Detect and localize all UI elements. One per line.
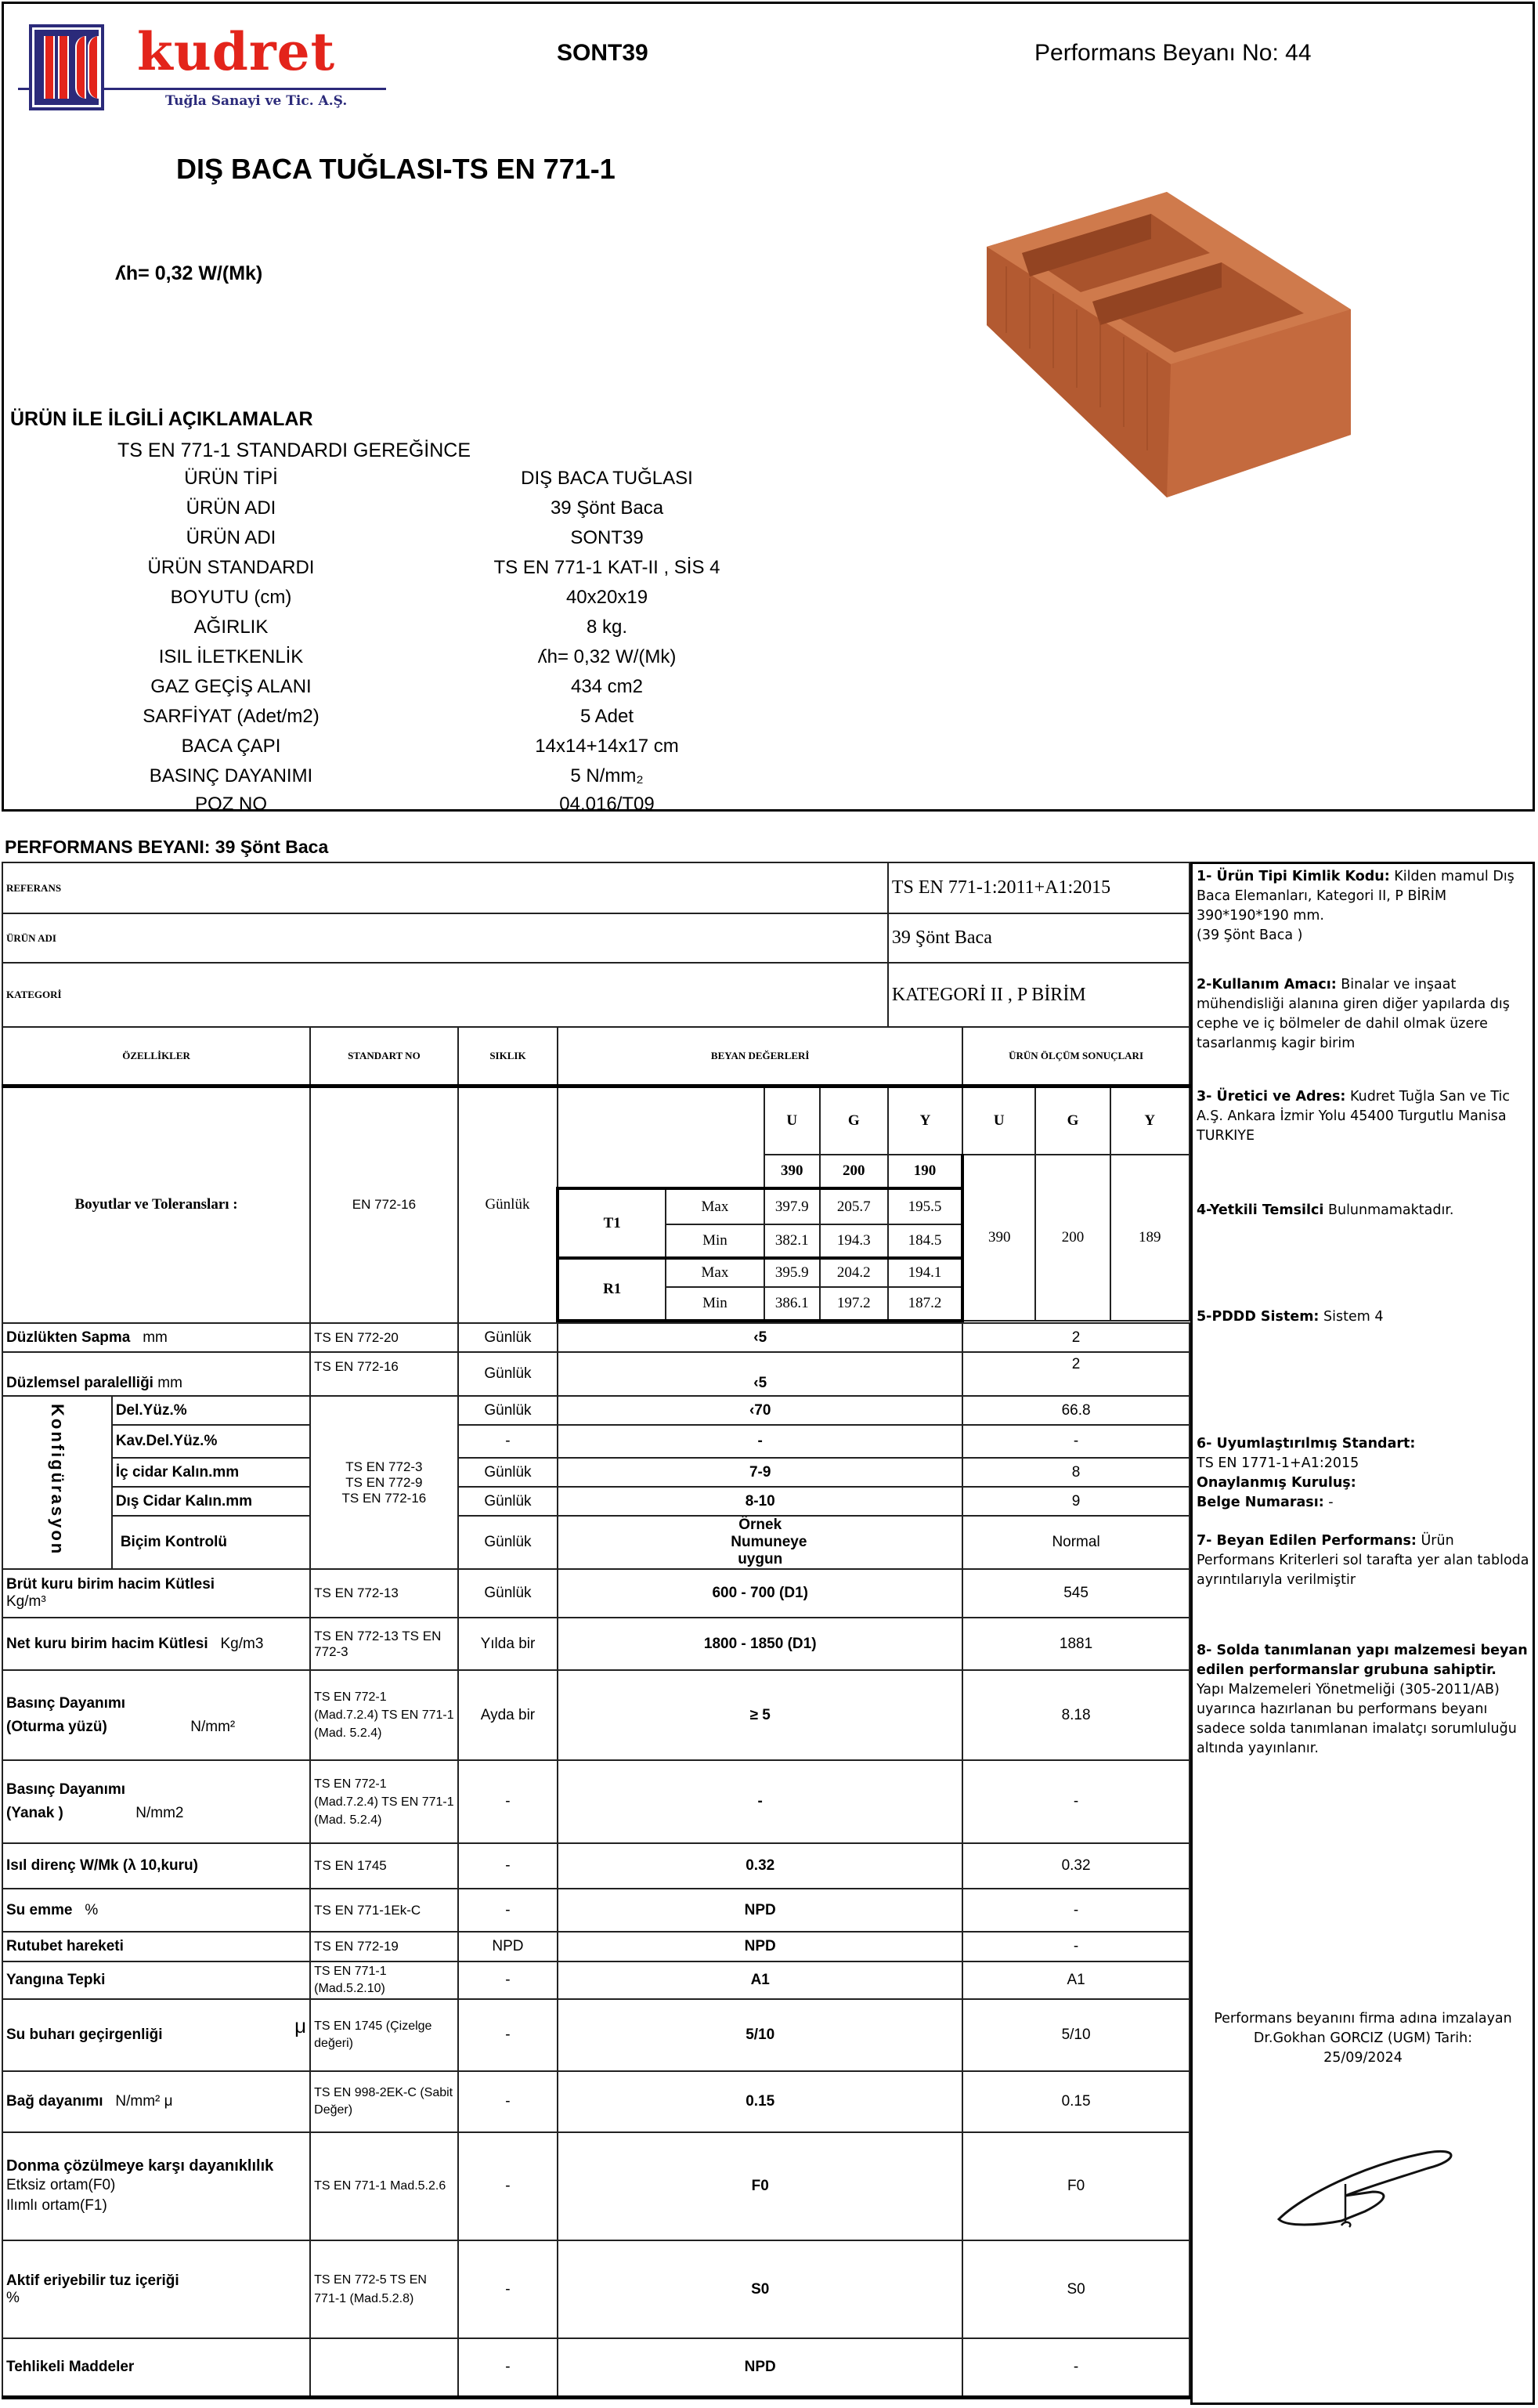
property-measured: 8.18 bbox=[962, 1670, 1190, 1760]
description-value: 8 kg. bbox=[586, 616, 628, 638]
tolerance-value: 386.1 bbox=[764, 1287, 820, 1321]
meta-row bbox=[2, 963, 1190, 1027]
property-label-cell bbox=[2, 1999, 310, 2071]
property-standard: TS EN 772-1 (Mad.7.2.4) TS EN 771-1 (Mad. 5.2.4) bbox=[310, 1760, 457, 1843]
signature-icon bbox=[1271, 2133, 1467, 2243]
property-standard: TS EN 772-19 bbox=[310, 1932, 457, 1961]
property-standard: TS EN 771-1 Mad.5.2.6 bbox=[310, 2132, 457, 2240]
logo-wordmark: kudret bbox=[137, 21, 336, 82]
product-info-frame bbox=[2, 2, 1535, 815]
property-measured: - bbox=[962, 1760, 1190, 1843]
meta-label: ÜRÜN ADI bbox=[2, 913, 888, 963]
property-measured: - bbox=[962, 1932, 1190, 1961]
property-row bbox=[2, 2338, 1190, 2397]
description-key: ISIL İLETKENLİK bbox=[158, 646, 304, 667]
note-6-body: Onaylanmış Kuruluş: bbox=[1197, 1475, 1356, 1491]
property-measured: 0.15 bbox=[962, 2071, 1190, 2132]
axis-label: Y bbox=[888, 1086, 962, 1155]
property-standard: TS EN 998-2EK-C (Sabit Değer) bbox=[310, 2071, 457, 2132]
config-label: İç cidar Kalın.mm bbox=[112, 1458, 310, 1487]
note-1-extra: (39 Şönt Baca ) bbox=[1197, 927, 1303, 943]
description-value: 5 Adet bbox=[579, 706, 634, 727]
note-6-text: TS EN 1771-1+A1:2015 bbox=[1197, 1455, 1359, 1471]
property-measured: 0.32 bbox=[962, 1843, 1190, 1889]
note-2-text: Binalar ve inşaat mühendisliği alanına giren diğer yapılarda dış cephe ve iç bölmeler de dahil olmak üzere tasarlanmış kagir birim bbox=[1197, 977, 1510, 1051]
parallelism-measured: 2 bbox=[962, 1352, 1190, 1396]
config-frequency: Günlük bbox=[458, 1396, 558, 1425]
dimensions-row bbox=[2, 1086, 1190, 1155]
description-value: 14x14+14x17 cm bbox=[535, 736, 679, 757]
signer-block bbox=[1197, 2009, 1529, 2068]
property-label: Donma çözülmeye karşı dayanıklılık bbox=[6, 2157, 274, 2175]
description-key: GAZ GEÇİŞ ALANI bbox=[150, 676, 312, 697]
axis-label: Y bbox=[1110, 1086, 1190, 1155]
config-declared: Örnek Numuneye uygun bbox=[558, 1516, 962, 1569]
config-measured: 66.8 bbox=[962, 1396, 1190, 1425]
signer-date: 25/09/2024 bbox=[1323, 2050, 1403, 2066]
note-3 bbox=[1197, 1087, 1529, 1146]
tolerance-value: 187.2 bbox=[888, 1287, 962, 1321]
config-row bbox=[2, 1487, 1190, 1516]
config-label: Biçim Kontrolü bbox=[112, 1516, 310, 1569]
note-2 bbox=[1197, 975, 1529, 1054]
property-label: Net kuru birim hacim Kütlesi bbox=[6, 1635, 208, 1652]
property-row bbox=[2, 1889, 1190, 1932]
config-row bbox=[2, 1458, 1190, 1487]
description-key: POZ NO bbox=[194, 794, 267, 815]
property-declared: 600 - 700 (D1) bbox=[558, 1569, 962, 1618]
column-header-ozellikler: ÖZELLİKLER bbox=[2, 1027, 310, 1086]
property-label: Bağ dayanımı bbox=[6, 2093, 103, 2110]
property-frequency: - bbox=[458, 2240, 558, 2338]
tolerance-value: 205.7 bbox=[820, 1188, 888, 1224]
property-frequency: - bbox=[458, 2071, 558, 2132]
property-frequency: - bbox=[458, 1760, 558, 1843]
parallelism-label-text: Düzlemsel paralelliği bbox=[6, 1375, 153, 1391]
description-key: ÜRÜN STANDARDI bbox=[147, 557, 315, 578]
note-3-heading: 3- Üretici ve Adres: bbox=[1197, 1089, 1346, 1105]
declaration-number: Performans Beyanı No: 44 bbox=[1034, 40, 1312, 66]
note-6-doc: Belge Numarası: bbox=[1197, 1495, 1324, 1510]
property-measured: A1 bbox=[962, 1961, 1190, 1999]
description-value: 39 Şönt Baca bbox=[550, 497, 664, 519]
column-header-row bbox=[2, 1027, 1190, 1086]
company-logo bbox=[12, 12, 388, 114]
property-unit: μ bbox=[294, 2014, 307, 2037]
property-unit: Kg/m³ bbox=[6, 1593, 46, 1610]
logo-k-mark-icon bbox=[29, 24, 104, 110]
config-row bbox=[2, 1516, 1190, 1569]
property-declared: 1800 - 1850 (D1) bbox=[558, 1618, 962, 1670]
declaration-notes bbox=[1190, 862, 1535, 2405]
description-key: ÜRÜN ADI bbox=[186, 527, 276, 548]
property-frequency: - bbox=[458, 1999, 558, 2071]
config-declared: 7-9 bbox=[558, 1458, 962, 1487]
property-row bbox=[2, 1961, 1190, 1999]
config-group-label: Konfigürasyon bbox=[47, 1404, 67, 1557]
note-1-text: Kilden mamul Dış Baca Elemanları, Kategori II, P BİRİM 390*190*190 mm. bbox=[1197, 869, 1515, 924]
description-key: ÜRÜN TİPİ bbox=[184, 468, 278, 489]
config-frequency: Günlük bbox=[458, 1458, 558, 1487]
property-measured: - bbox=[962, 2338, 1190, 2397]
brick-product-image bbox=[975, 192, 1367, 505]
property-label-cell bbox=[2, 1670, 310, 1760]
config-row bbox=[2, 1396, 1190, 1425]
property-unit: N/mm² μ bbox=[115, 2093, 173, 2110]
note-8-heading: 8- Solda tanımlanan yapı malzemesi beyan edilen performanslar grubuna sahiptir. bbox=[1197, 1643, 1528, 1678]
property-standard: TS EN 771-1 (Mad.5.2.10) bbox=[310, 1961, 457, 1999]
page-title: DIŞ BACA TUĞLASI-TS EN 771-1 bbox=[176, 153, 616, 185]
description-key: BOYUTU (cm) bbox=[170, 587, 292, 608]
property-unit: % bbox=[6, 2289, 20, 2306]
tolerance-class: T1 bbox=[558, 1188, 666, 1258]
description-key: SARFİYAT (Adet/m2) bbox=[143, 706, 320, 727]
property-unit: Kg/m3 bbox=[220, 1635, 264, 1652]
property-declared: 0.32 bbox=[558, 1843, 962, 1889]
axis-label: U bbox=[962, 1086, 1035, 1155]
note-7-text: Ürün Performans Kriterleri sol tarafta yer alan tabloda ayrıntılarıyla verilmiştir bbox=[1197, 1533, 1529, 1588]
property-label: Isıl direnç W/Mk (λ 10,kuru) bbox=[2, 1843, 310, 1889]
dimensions-standard: EN 772-16 bbox=[310, 1086, 457, 1323]
config-measured: Normal bbox=[962, 1516, 1190, 1569]
property-frequency: NPD bbox=[458, 1932, 558, 1961]
property-row bbox=[2, 1760, 1190, 1843]
property-declared: 0.15 bbox=[558, 2071, 962, 2132]
property-label: Su buharı geçirgenliği bbox=[6, 2027, 163, 2043]
column-header-olcum: ÜRÜN ÖLÇÜM SONUÇLARI bbox=[962, 1027, 1190, 1086]
axis-label: G bbox=[820, 1086, 888, 1155]
meta-label: REFERANS bbox=[2, 862, 888, 913]
config-measured: - bbox=[962, 1425, 1190, 1458]
property-measured: 545 bbox=[962, 1569, 1190, 1618]
property-label: Aktif eriyebilir tuz içeriği bbox=[6, 2272, 179, 2289]
property-label-cell bbox=[2, 1760, 310, 1843]
property-declared: - bbox=[558, 1760, 962, 1843]
note-2-heading: 2-Kullanım Amacı: bbox=[1197, 977, 1337, 992]
flatness-measured: 2 bbox=[962, 1323, 1190, 1352]
flatness-frequency: Günlük bbox=[458, 1323, 558, 1352]
property-frequency: Ayda bir bbox=[458, 1670, 558, 1760]
property-frequency: - bbox=[458, 2338, 558, 2397]
property-measured: 1881 bbox=[962, 1618, 1190, 1670]
property-measured: - bbox=[962, 1889, 1190, 1932]
tolerance-value: 204.2 bbox=[820, 1258, 888, 1287]
property-standard: TS EN 1745 bbox=[310, 1843, 457, 1889]
note-5-heading: 5-PDDD Sistem: bbox=[1197, 1309, 1320, 1325]
description-row bbox=[4, 676, 944, 706]
note-4-text: Bulunmamaktadır. bbox=[1323, 1202, 1454, 1218]
note-8 bbox=[1197, 1641, 1529, 1759]
description-row bbox=[4, 557, 944, 587]
description-key: BASINÇ DAYANIMI bbox=[149, 765, 313, 786]
nominal-value: 390 bbox=[764, 1155, 820, 1188]
config-frequency: Günlük bbox=[458, 1516, 558, 1569]
description-value: 04.016/T09 bbox=[559, 794, 655, 815]
note-6-heading: 6- Uyumlaştırılmış Standart: bbox=[1197, 1436, 1416, 1452]
config-label: Del.Yüz.% bbox=[112, 1396, 310, 1425]
property-standard bbox=[310, 2338, 457, 2397]
property-label: Rutubet hareketi bbox=[2, 1932, 310, 1961]
property-declared: NPD bbox=[558, 1889, 962, 1932]
config-standard: TS EN 772-16 bbox=[341, 1490, 427, 1506]
property-declared: NPD bbox=[558, 1932, 962, 1961]
parallelism-row bbox=[2, 1352, 1190, 1396]
description-row bbox=[4, 706, 944, 736]
dimensions-frequency: Günlük bbox=[458, 1086, 558, 1323]
property-label: Basınç Dayanımı (Oturma yüzü) bbox=[6, 1694, 126, 1735]
meta-row bbox=[2, 862, 1190, 913]
property-label-cell bbox=[2, 2132, 310, 2240]
note-5 bbox=[1197, 1307, 1529, 1327]
property-unit: N/mm² bbox=[190, 1718, 236, 1735]
dimensions-blank bbox=[558, 1086, 764, 1188]
tolerance-label: Max bbox=[666, 1188, 764, 1224]
property-standard: TS EN 771-1Ek-C bbox=[310, 1889, 457, 1932]
axis-label: U bbox=[764, 1086, 820, 1155]
property-row bbox=[2, 1569, 1190, 1618]
meta-label: KATEGORİ bbox=[2, 963, 888, 1027]
description-title: ÜRÜN İLE İLGİLİ AÇIKLAMALAR bbox=[10, 408, 313, 430]
note-4 bbox=[1197, 1201, 1529, 1220]
tolerance-label: Min bbox=[666, 1287, 764, 1321]
note-1-heading: 1- Ürün Tipi Kimlik Kodu: bbox=[1197, 869, 1390, 884]
description-value: SONT39 bbox=[570, 527, 644, 548]
property-label-cell bbox=[2, 2071, 310, 2132]
description-key: BACA ÇAPI bbox=[181, 736, 281, 757]
property-frequency: Yılda bir bbox=[458, 1618, 558, 1670]
property-row bbox=[2, 1843, 1190, 1889]
description-row bbox=[4, 736, 944, 765]
note-8-text: Yapı Malzemeleri Yönetmeliği (305-2011/AB) uyarınca hazırlanan bu performans beyanı sadece solda tanımlanan imalatçı sorumluluğu altında yayınlanır. bbox=[1197, 1682, 1517, 1756]
flatness-standard: TS EN 772-20 bbox=[310, 1323, 457, 1352]
note-1 bbox=[1197, 867, 1529, 945]
parallelism-declared: ‹5 bbox=[558, 1352, 962, 1396]
flatness-label bbox=[2, 1323, 310, 1352]
note-6 bbox=[1197, 1434, 1529, 1513]
tolerance-value: 397.9 bbox=[764, 1188, 820, 1224]
nominal-value: 190 bbox=[888, 1155, 962, 1188]
description-value: 5 N/mm₂ bbox=[570, 765, 644, 786]
property-declared: ≥ 5 bbox=[558, 1670, 962, 1760]
description-value: DIŞ BACA TUĞLASI bbox=[521, 468, 693, 489]
property-label-cell bbox=[2, 1618, 310, 1670]
config-standard: TS EN 772-9 bbox=[345, 1474, 423, 1490]
measured-u: 390 bbox=[962, 1155, 1035, 1321]
note-5-text: Sistem 4 bbox=[1319, 1309, 1384, 1325]
axis-label: G bbox=[1035, 1086, 1110, 1155]
signer-line-1: Performans beyanını firma adına imzalayan bbox=[1214, 2011, 1512, 2027]
property-row bbox=[2, 1670, 1190, 1760]
tolerance-value: 382.1 bbox=[764, 1224, 820, 1258]
flatness-declared: ‹5 bbox=[558, 1323, 962, 1352]
description-key: ÜRÜN ADI bbox=[186, 497, 276, 519]
config-measured: 8 bbox=[962, 1458, 1190, 1487]
property-declared: F0 bbox=[558, 2132, 962, 2240]
tolerance-value: 184.5 bbox=[888, 1224, 962, 1258]
product-code: SONT39 bbox=[557, 40, 648, 66]
nominal-value: 200 bbox=[820, 1155, 888, 1188]
meta-value: KATEGORİ II , P BİRİM bbox=[888, 963, 1190, 1027]
thermal-conductivity-headline: ʎh= 0,32 W/(Mk) bbox=[115, 262, 263, 284]
config-row bbox=[2, 1425, 1190, 1458]
property-measured: 5/10 bbox=[962, 1999, 1190, 2071]
property-row bbox=[2, 1999, 1190, 2071]
property-measured: F0 bbox=[962, 2132, 1190, 2240]
property-frequency: - bbox=[458, 2132, 558, 2240]
property-unit: Etksiz ortam(F0) Ilımlı ortam(F1) bbox=[6, 2176, 116, 2214]
property-label-cell bbox=[2, 1889, 310, 1932]
property-label: Yangına Tepki bbox=[2, 1961, 310, 1999]
property-frequency: - bbox=[458, 1843, 558, 1889]
description-value: 40x20x19 bbox=[565, 587, 648, 608]
property-standard: TS EN 772-5 TS EN 771-1 (Mad.5.2.8) bbox=[310, 2240, 457, 2338]
property-declared: 5/10 bbox=[558, 1999, 962, 2071]
property-declared: NPD bbox=[558, 2338, 962, 2397]
config-frequency: Günlük bbox=[458, 1487, 558, 1516]
measured-y: 189 bbox=[1110, 1155, 1190, 1321]
description-row bbox=[4, 527, 944, 557]
property-measured: S0 bbox=[962, 2240, 1190, 2338]
config-declared: ‹70 bbox=[558, 1396, 962, 1425]
parallelism-standard: TS EN 772-16 bbox=[310, 1352, 457, 1396]
tolerance-label: Min bbox=[666, 1224, 764, 1258]
description-row bbox=[4, 765, 944, 795]
property-standard: TS EN 772-13 TS EN 772-3 bbox=[310, 1618, 457, 1670]
config-standards bbox=[310, 1396, 457, 1569]
config-group bbox=[2, 1396, 112, 1569]
flatness-label-text: Düzlükten Sapma bbox=[6, 1329, 131, 1346]
config-declared: - bbox=[558, 1425, 962, 1458]
meta-value: 39 Şönt Baca bbox=[888, 913, 1190, 963]
performance-title: PERFORMANS BEYANI: 39 Şönt Baca bbox=[5, 837, 329, 857]
config-standard: TS EN 772-3 bbox=[345, 1459, 423, 1474]
config-label: Dış Cidar Kalın.mm bbox=[112, 1487, 310, 1516]
description-value: TS EN 771-1 KAT-II , SİS 4 bbox=[493, 557, 720, 578]
column-header-beyan: BEYAN DEĞERLERİ bbox=[558, 1027, 962, 1086]
note-4-heading: 4-Yetkili Temsilci bbox=[1197, 1202, 1324, 1218]
description-row bbox=[4, 794, 944, 823]
property-row bbox=[2, 2071, 1190, 2132]
description-value: ʎh= 0,32 W/(Mk) bbox=[537, 646, 677, 667]
note-7 bbox=[1197, 1531, 1529, 1590]
performance-table bbox=[2, 862, 1190, 2399]
property-label-cell bbox=[2, 2240, 310, 2338]
tolerance-value: 197.2 bbox=[820, 1287, 888, 1321]
tolerance-class: R1 bbox=[558, 1258, 666, 1321]
config-label: Kav.Del.Yüz.% bbox=[112, 1425, 310, 1458]
column-header-standart: STANDART NO bbox=[310, 1027, 457, 1086]
parallelism-label bbox=[2, 1352, 310, 1396]
description-row bbox=[4, 646, 944, 676]
parallelism-unit: mm bbox=[157, 1375, 182, 1391]
tolerance-value: 395.9 bbox=[764, 1258, 820, 1287]
config-declared: 8-10 bbox=[558, 1487, 962, 1516]
property-label: Basınç Dayanımı (Yanak ) bbox=[6, 1781, 126, 1821]
description-row bbox=[4, 616, 944, 646]
flatness-unit: mm bbox=[143, 1329, 168, 1346]
dimensions-label: Boyutlar ve Toleransları : bbox=[2, 1086, 310, 1323]
property-frequency: Günlük bbox=[458, 1569, 558, 1618]
description-subtitle: TS EN 771-1 STANDARDI GEREĞİNCE bbox=[117, 439, 471, 461]
property-unit: N/mm2 bbox=[135, 1805, 184, 1821]
config-frequency: - bbox=[458, 1425, 558, 1458]
property-row bbox=[2, 2132, 1190, 2240]
description-row bbox=[4, 587, 944, 616]
note-3-text: Kudret Tuğla San ve Tic A.Ş. Ankara İzmir Yolu 45400 Turgutlu Manisa TURKIYE bbox=[1197, 1089, 1510, 1144]
property-standard: TS EN 1745 (Çizelge değeri) bbox=[310, 1999, 457, 2071]
logo-subtitle: Tuğla Sanayi ve Tic. A.Ş. bbox=[165, 93, 348, 109]
property-label-cell bbox=[2, 1569, 310, 1618]
description-row bbox=[4, 497, 944, 527]
property-unit: % bbox=[85, 1901, 99, 1918]
property-row bbox=[2, 2240, 1190, 2338]
property-row bbox=[2, 1932, 1190, 1961]
signer-line-2: Dr.Gokhan GORCIZ (UGM) Tarih: bbox=[1253, 2030, 1473, 2046]
property-frequency: - bbox=[458, 1961, 558, 1999]
property-declared: S0 bbox=[558, 2240, 962, 2338]
property-row bbox=[2, 1618, 1190, 1670]
description-row bbox=[4, 468, 944, 497]
property-label: Tehlikeli Maddeler bbox=[2, 2338, 310, 2397]
meta-value: TS EN 771-1:2011+A1:2015 bbox=[888, 862, 1190, 913]
meta-row bbox=[2, 913, 1190, 963]
flatness-row bbox=[2, 1323, 1190, 1352]
description-value: 434 cm2 bbox=[570, 676, 644, 697]
parallelism-frequency: Günlük bbox=[458, 1352, 558, 1396]
tolerance-value: 195.5 bbox=[888, 1188, 962, 1224]
column-header-siklik: SIKLIK bbox=[458, 1027, 558, 1086]
property-standard: TS EN 772-13 bbox=[310, 1569, 457, 1618]
property-label: Su emme bbox=[6, 1901, 73, 1918]
tolerance-value: 194.3 bbox=[820, 1224, 888, 1258]
measured-g: 200 bbox=[1035, 1155, 1110, 1321]
note-6-doc-value: - bbox=[1323, 1495, 1334, 1510]
property-declared: A1 bbox=[558, 1961, 962, 1999]
note-7-heading: 7- Beyan Edilen Performans: bbox=[1197, 1533, 1417, 1549]
description-key: AĞIRLIK bbox=[193, 616, 269, 638]
config-measured: 9 bbox=[962, 1487, 1190, 1516]
property-frequency: - bbox=[458, 1889, 558, 1932]
property-standard: TS EN 772-1 (Mad.7.2.4) TS EN 771-1 (Mad. 5.2.4) bbox=[310, 1670, 457, 1760]
tolerance-label: Max bbox=[666, 1258, 764, 1287]
property-label: Brüt kuru birim hacim Kütlesi bbox=[6, 1576, 215, 1593]
tolerance-value: 194.1 bbox=[888, 1258, 962, 1287]
